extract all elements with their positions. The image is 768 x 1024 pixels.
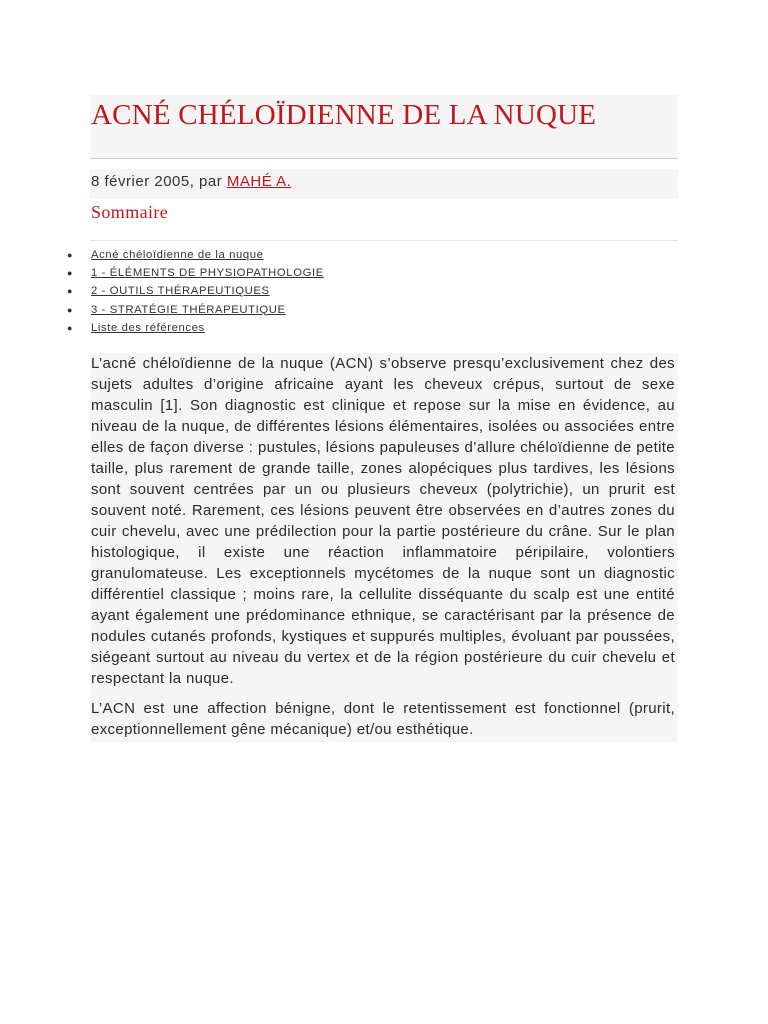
sommaire-heading: Sommaire [91,202,169,222]
toc-link-references[interactable]: Liste des références [91,321,205,334]
article [67,95,678,742]
byline [90,169,678,199]
table-of-contents [67,246,678,337]
toc-item-strategie [67,301,678,319]
toc-link-outils[interactable]: 2 - OUTILS THÉRAPEUTIQUES [91,285,270,298]
toc-item-outils [67,282,678,300]
toc-link-physiopathologie[interactable]: 1 - ÉLÉMENTS DE PHYSIOPATHOLOGIE [91,267,324,280]
page-title: ACNÉ CHÉLOÏDIENNE DE LA NUQUE [91,99,597,131]
bullet-icon: ● [67,286,74,297]
date-text: 8 février 2005, par [91,173,223,190]
toc-link-acne[interactable]: Acné chéloïdienne de la nuque [91,249,264,261]
toc-item-acne [67,246,678,264]
bullet-icon: ● [67,250,74,260]
sommaire-divider [90,240,678,241]
toc-item-physiopathologie [67,264,678,282]
body-paragraph-1: L’acné chéloïdienne de la nuque (ACN) s’observe presqu’exclusivement chez des sujets adultes d’origine africaine ayant les cheveux crépus, surtout de sexe masculin [1]. Son diagnostic est clinique et repose sur la mise en évidence, au niveau de la nuque, de différentes lésions élémentaires, isolées ou associées entre elles de façon diverse : pustules, lésions papuleuses d’allure chéloïdienne de petite taille, plus rarement de grande taille, zones alopéciques plus tardives, les lésions sont souvent centrées par un ou plusieurs cheveux (polytrichie), un prurit est souvent noté. Rarement, ces lésions peuvent être observées en d’autres zones du cuir chevelu, avec une prédilection pour la partie postérieure du crâne. Sur le plan histologique, il existe une réaction inflammatoire péripilaire, volontiers granulomateuse. Les exceptionnels mycétomes de la nuque sont un diagnostic différentiel classique ; moins rare, la cellulite disséquante du scalp est une entité ayant également une prédominance ethnique, se caractérisant par la présence de nodules cutanés profonds, kystiques et suppurés multiples, évoluant par poussées, siégeant surtout au niveau du vertex et de la région postérieure du cuir chevelu et respectant la nuque. [91,354,675,687]
title-box [90,95,678,159]
toc-item-references [67,319,678,337]
author-link[interactable]: MAHÉ A. [226,173,292,190]
bullet-icon: ● [67,322,74,333]
toc-link-strategie[interactable]: 3 - STRATÉGIE THÉRAPEUTIQUE [91,303,286,316]
bullet-icon: ● [67,304,74,315]
bullet-icon: ● [67,268,74,279]
body-paragraph-2: L’ACN est une affection bénigne, dont le retentissement est fonctionnel (prurit, exceptionnellement gêne mécanique) et/ou esthétique. [91,699,675,738]
article-body [90,353,678,742]
